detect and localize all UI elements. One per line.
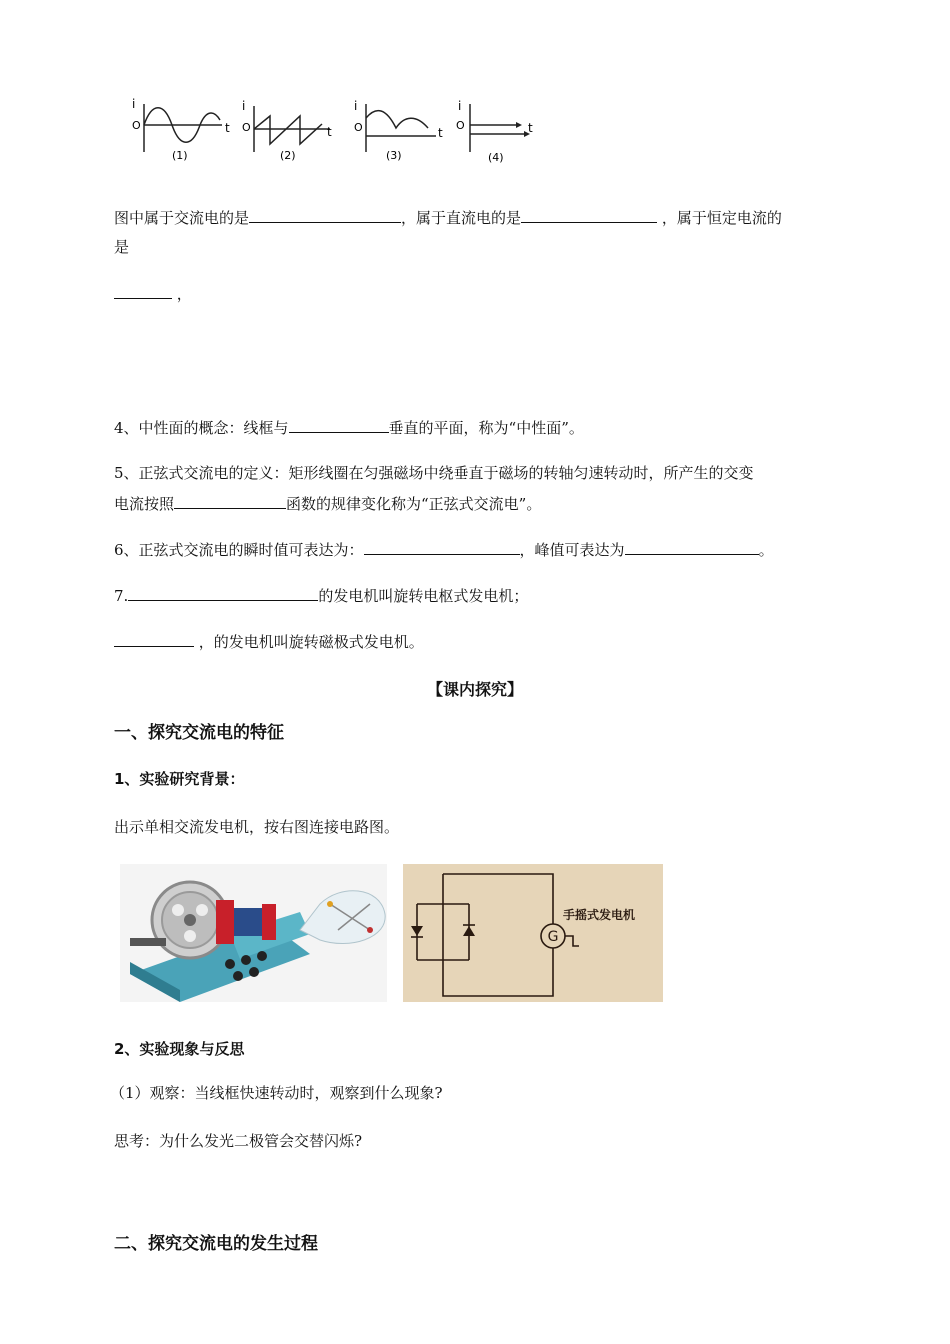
q7-text-b: 的发电机叫旋转电枢式发电机；	[318, 587, 529, 605]
q6-text-a: 6、正弦式交流电的瞬时值可表达为：	[114, 541, 364, 559]
graph-3-origin: O	[354, 121, 363, 134]
graph-2-axis-t: t	[327, 125, 332, 139]
graph-4-label: (4)	[488, 151, 504, 164]
blank-q5[interactable]	[174, 492, 286, 509]
blank-dc[interactable]	[521, 206, 657, 223]
q7-text-c: ，的发电机叫旋转磁极式发电机。	[198, 633, 424, 651]
think-question: 思考：为什么发光二极管会交替闪烁?	[114, 1132, 363, 1150]
part1-heading: 一、探究交流电的特征	[114, 723, 284, 743]
graph-3-axis-t: t	[438, 126, 443, 140]
q5-text-line1: 5、正弦式交流电的定义：矩形线圈在匀强磁场中绕垂直于磁场的转轴匀速转动时，所产生的交变	[114, 464, 754, 482]
question-7	[114, 584, 528, 606]
graph-3	[354, 99, 443, 162]
question-5-line2	[114, 492, 541, 514]
blank-ac[interactable]	[249, 206, 401, 223]
graph-3-axis-i: i	[354, 99, 358, 113]
part2-heading: 二、探究交流电的发生过程	[114, 1234, 318, 1254]
graph-4-axis-t: t	[528, 121, 533, 135]
circuit-diagram	[403, 864, 663, 1002]
part1-sub2: 2、实验现象与反思	[114, 1040, 245, 1058]
graph-1-axis-i: i	[132, 97, 136, 111]
circuit-label: 手摇式发电机	[563, 908, 636, 922]
q7-text-a: 7.	[114, 587, 129, 605]
q6-text-c: 。	[758, 541, 774, 559]
generator-symbol: G	[547, 929, 559, 945]
graph-1-origin: O	[132, 119, 141, 132]
current-graphs	[128, 96, 548, 172]
question-6	[114, 538, 774, 560]
blank-q4[interactable]	[289, 416, 389, 433]
blank-constant[interactable]	[114, 282, 172, 299]
graph-1	[132, 97, 230, 162]
section-title: 【课内探究】	[426, 680, 523, 699]
q5-text-b: 函数的规律变化称为“正弦式交流电”。	[286, 495, 542, 513]
blank-q6-peak[interactable]	[625, 538, 759, 555]
graph-question-part3: ，属于恒定电流的	[661, 209, 782, 227]
q5-text-a: 电流按照	[114, 495, 175, 513]
blank-q6-instant[interactable]	[364, 538, 520, 555]
graph-2-axis-i: i	[242, 99, 246, 113]
q4-text-a: 4、中性面的概念：线框与	[114, 419, 289, 437]
graph-question-part4: 是	[114, 238, 130, 256]
question-7-line2	[114, 630, 424, 652]
graph-4-origin: O	[456, 119, 465, 132]
q6-text-b: ，峰值可表达为	[519, 541, 625, 559]
blank-q7-armature[interactable]	[128, 584, 318, 601]
question-4	[114, 416, 584, 438]
graph-2-label: (2)	[280, 149, 296, 162]
question-5-line1	[114, 462, 754, 483]
graph-question-tail	[114, 282, 192, 304]
graph-question-comma: ，	[176, 285, 192, 303]
graph-4-axis-i: i	[458, 99, 462, 113]
graph-question	[114, 206, 782, 228]
blank-q7-pole[interactable]	[114, 630, 194, 647]
part1-sub1: 1、实验研究背景：	[114, 770, 245, 788]
graph-4	[456, 99, 533, 164]
graph-question-cont	[114, 236, 129, 257]
q4-text-b: 垂直的平面，称为“中性面”。	[388, 419, 584, 437]
graph-3-label: (3)	[386, 149, 402, 162]
graph-question-part2: ，属于直流电的是	[401, 209, 522, 227]
generator-photo	[120, 864, 387, 1002]
graph-1-label: (1)	[172, 149, 188, 162]
graph-2	[242, 99, 332, 162]
graph-1-axis-t: t	[225, 121, 230, 135]
graph-2-origin: O	[242, 121, 251, 134]
graph-question-part1: 图中属于交流电的是	[114, 209, 250, 227]
part1-text1: 出示单相交流发电机，按右图连接电路图。	[114, 818, 400, 836]
observe-question: （1）观察：当线框快速转动时，观察到什么现象?	[110, 1084, 443, 1102]
